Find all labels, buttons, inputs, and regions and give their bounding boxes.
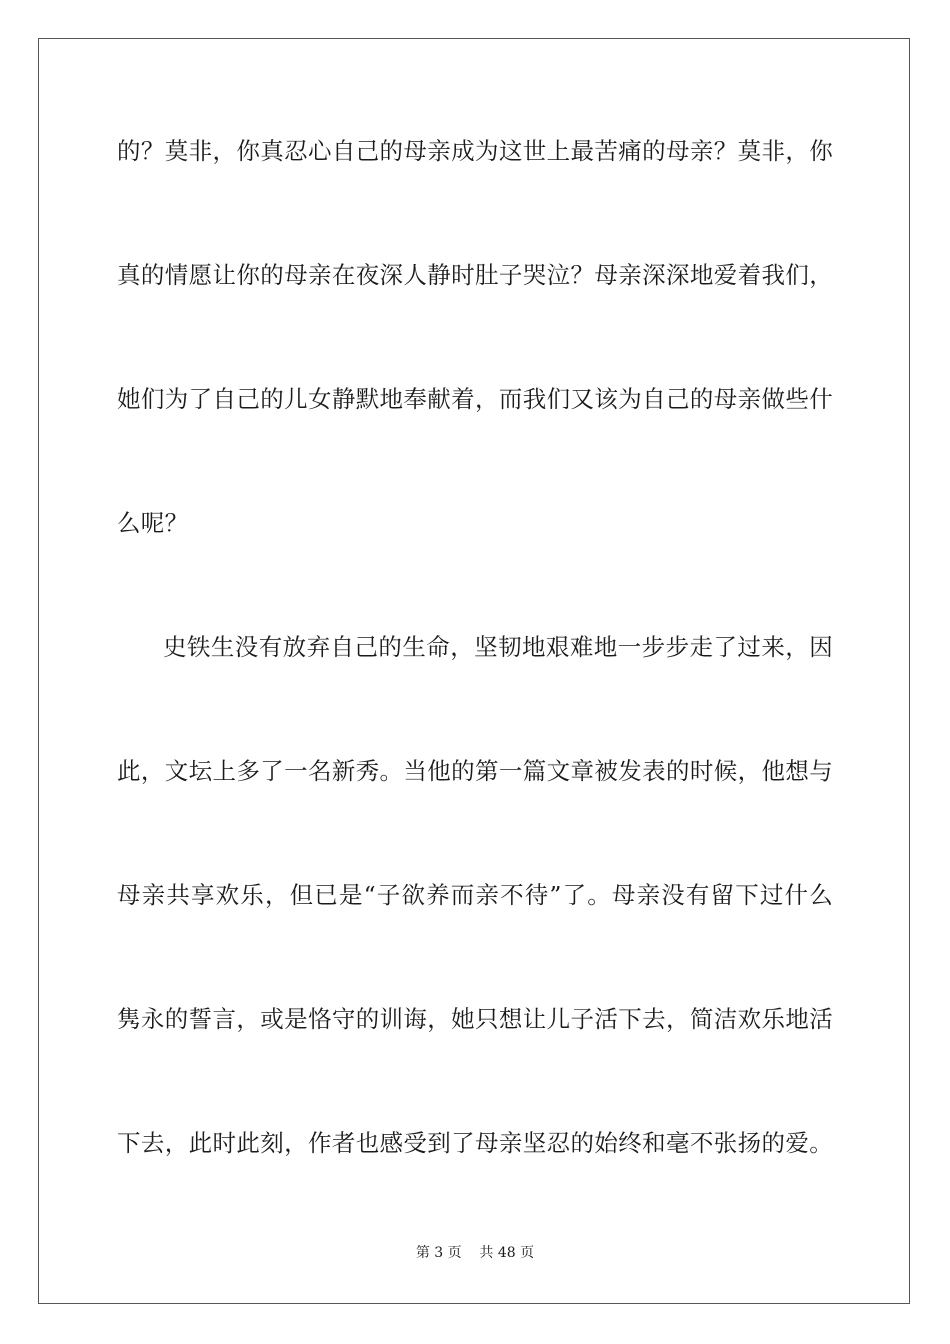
page-border bbox=[38, 38, 910, 1304]
body-text-line: 母亲共享欢乐，但已是“子欲养而亲不待”了。母亲没有留下过什么 bbox=[117, 881, 833, 909]
body-text-line: 她们为了自己的儿女静默地奉献着，而我们又该为自己的母亲做些什 bbox=[117, 385, 833, 413]
body-text-line: 么呢？ bbox=[117, 509, 189, 537]
body-text-line: 此，文坛上多了一名新秀。当他的第一篇文章被发表的时候，他想与 bbox=[117, 757, 833, 785]
body-text-line: 下去，此时此刻，作者也感受到了母亲坚忍的始终和毫不张扬的爱。 bbox=[117, 1129, 833, 1157]
body-text-line: 隽永的誓言，或是恪守的训诲，她只想让儿子活下去，简洁欢乐地活 bbox=[117, 1005, 833, 1033]
body-text-line: 的？莫非，你真忍心自己的母亲成为这世上最苦痛的母亲？莫非，你 bbox=[117, 137, 833, 165]
body-text-line: 史铁生没有放弃自己的生命，坚韧地艰难地一步步走了过来，因 bbox=[163, 633, 833, 661]
page-number-footer: 第 3 页 共 48 页 bbox=[415, 1245, 535, 1261]
body-text-line: 真的情愿让你的母亲在夜深人静时肚子哭泣？母亲深深地爱着我们， bbox=[117, 261, 833, 289]
